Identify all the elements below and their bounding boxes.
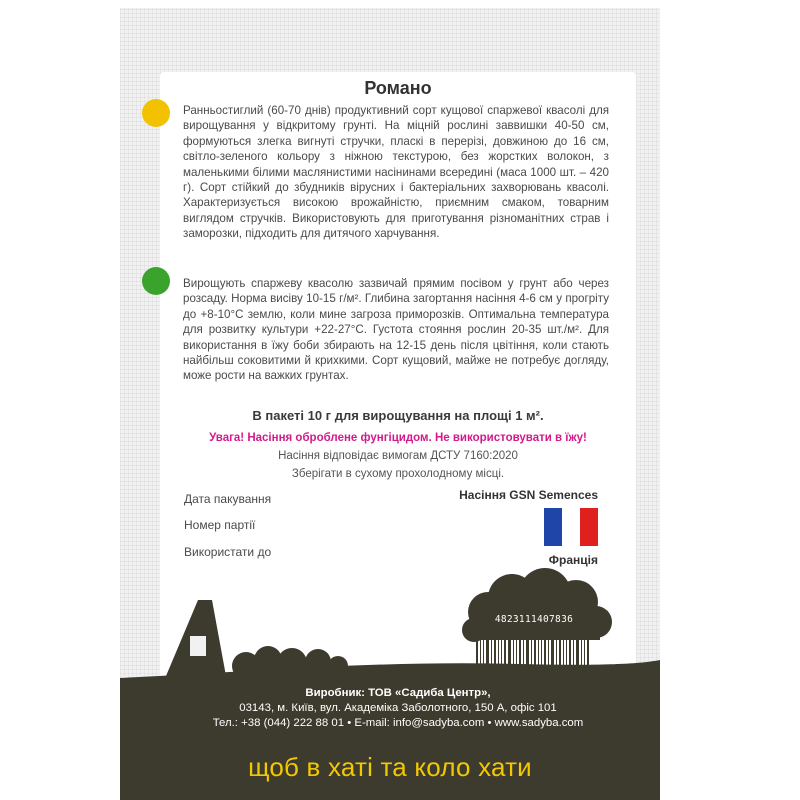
barcode-bar <box>483 638 484 682</box>
growing-paragraph: Вирощують спаржеву квасолю зазвичай прямим посівом у грунт або через розсаду. Норма висіву 10-15 г/м². Глибина загортання насіння 4-6 см у прогріту до +8-10°C землю, коли мине загроза приморозків. Оптимальна температура для розвитку культури +22-27°C. Густота стояння рослин 20-35 шт./м². Для використання в їжу боби збирають на 12-15 день після цвітіння, коли стають найбільш соковитими й крихкими. Сорт кущовий, майже не потребує догляду, може рости на важких грунтах. <box>183 277 609 383</box>
barcode-bar <box>581 638 582 682</box>
pack-date-label: Дата пакування <box>184 492 272 506</box>
barcode-bar <box>476 638 478 674</box>
barcode-bar <box>541 638 542 674</box>
barcode-bar <box>573 638 574 674</box>
fungicide-warning: Увага! Насіння оброблене фунгіцидом. Не використовувати в їжу! <box>209 432 587 444</box>
country-label: Франція <box>548 553 598 567</box>
barcode-bar <box>544 638 546 678</box>
barcode-bar <box>513 638 514 678</box>
barcode-bar <box>569 638 571 682</box>
barcode-bar <box>551 638 554 674</box>
producer-line-1: Виробник: ТОВ «Садиба Центр», <box>305 687 491 699</box>
barcode-bar <box>508 638 511 674</box>
use-by-label: Використати до <box>184 545 272 559</box>
producer-info <box>160 686 636 731</box>
brand-slogan: щоб в хаті та коло хати <box>248 752 532 782</box>
house-window <box>190 636 206 656</box>
barcode-bar <box>480 638 481 678</box>
barcode-bar <box>526 638 529 682</box>
barcode-bar <box>584 638 585 674</box>
batch-number-label: Номер партії <box>184 518 256 532</box>
barcode-bar <box>566 638 567 678</box>
barcode-bar <box>548 638 549 682</box>
packet-info: В пакеті 10 г для вирощування на площі 1 м². <box>252 408 544 423</box>
barcode-bar <box>563 638 564 674</box>
barcode-bar <box>556 638 557 678</box>
barcode-tree-icon <box>462 568 612 642</box>
producer-line-2: 03143, м. Київ, вул. Академіка Заболотного, 150 А, офіс 101 <box>239 702 557 714</box>
barcode-bar <box>486 638 489 674</box>
barcode-bar <box>519 638 521 674</box>
barcode-bar <box>531 638 532 674</box>
storage-note: Зберігати в сухому прохолодному місці. <box>291 468 505 480</box>
producer-line-3: Тел.: +38 (044) 222 88 01 • E-mail: info@sadyba.com • www.sadyba.com <box>212 717 584 729</box>
standard-note: Насіння відповідає вимогам ДСТУ 7160:2020 <box>278 450 518 462</box>
barcode-bar <box>559 638 561 682</box>
barcode-bar <box>523 638 524 678</box>
barcode-bar <box>534 638 536 678</box>
barcode-bar <box>576 638 579 678</box>
barcode-bar <box>504 638 506 682</box>
barcode-number: 4823111407836 <box>494 614 574 625</box>
barcode-bar <box>494 638 496 682</box>
barcode-bar <box>538 638 539 682</box>
barcode-bar <box>491 638 492 678</box>
barcode-bar <box>587 638 589 678</box>
brand-name: Насіння GSN Semences <box>459 488 598 502</box>
product-title: Романо <box>364 78 432 98</box>
barcode-bar <box>498 638 499 674</box>
barcode-bar <box>516 638 517 682</box>
description-paragraph: Ранньостиглий (60-70 днів) продуктивний сорт кущової спаржевої квасолі для вирощування у відкритому грунті. На міцній рослині заввишки 40-50 см, формуються злегка вигнуті стручки, пласкі в перерізі, довжиною до 16 см, світло-зеленого кольору з ніжною текстурою, без жорстких волокон, з маленькими білими маслянистими насінинами всередині (маса 1000 шт. – 420 г). Сорт стійкий до збудників вірусних і бактеріальних захворювань квасолі. Характеризується високою врожайністю, приємним смаком, товарним виглядом стручків. Використовують для приготування різноманітних страв і заморозки, підходить для дитячого харчування. <box>183 104 609 241</box>
barcode-bar <box>501 638 502 678</box>
